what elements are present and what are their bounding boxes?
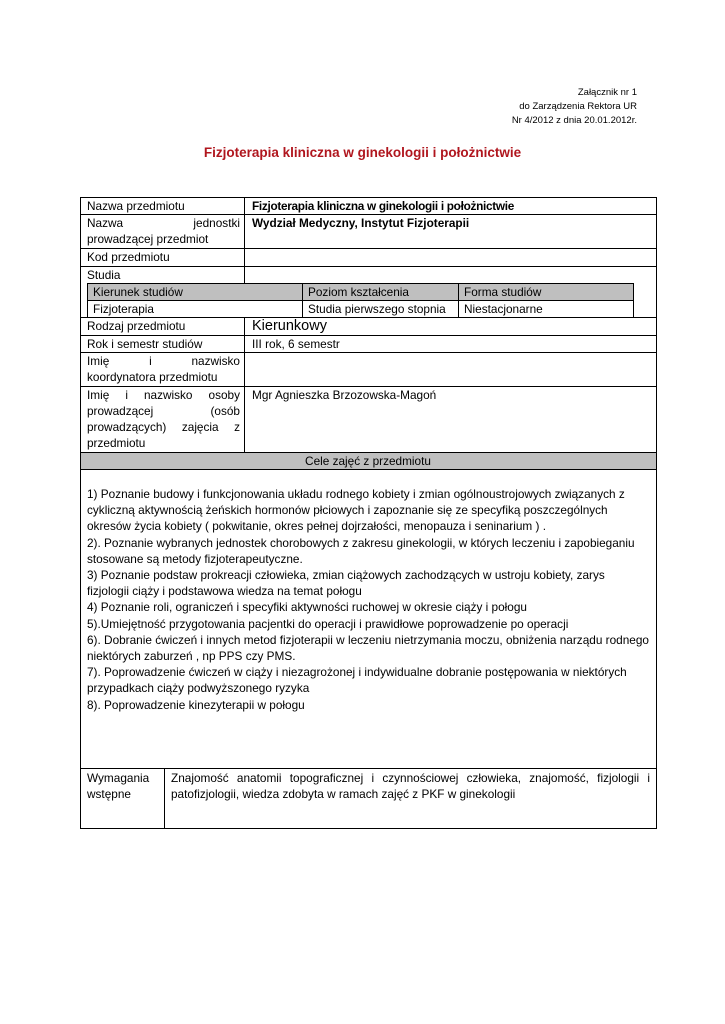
annex-header [512,86,637,128]
prowadzacy-label-line2: prowadzącej (osób [87,404,240,418]
goal-item: 4) Poznanie roli, ograniczeń i specyfiki aktywności ruchowej w okresie ciąży i połogu [87,600,527,615]
prowadzacy-label-line3: prowadzących) zajęcia z [87,420,240,434]
kierunek-value: Fizjoterapia [93,302,154,316]
goal-item: 2). Poznanie wybranych jednostek chorobowych z zakresu ginekologii, w których leczeniu i zapobieganiu stosowane są metody fizjoterapeutyczne. [87,535,635,566]
goal-item: 8). Poprowadzenie kinezyterapii w połogu [87,697,305,712]
nazwa-przedmiotu-value: Fizjoterapia kliniczna w ginekologii i położnictwie [252,199,514,213]
koordynator-label-line2: koordynatora przedmiotu [87,370,218,384]
jednostka-label-line2: prowadzącej przedmiot [87,232,209,246]
goal-item: 1) Poznanie budowy i funkcjonowania układu rodnego kobiety i zmian ogólnoustrojowych związanych z cykliczną aktywnością żeńskich hormonów płciowych i zapoznanie się ze specyfiką poszczególnych okresów życia kobiety ( pokwitanie, okres pełnej dojrzałości, menopauza i seninarium ) . [87,487,625,534]
wymagania-value: Znajomość anatomii topograficznej i czynnościowej człowieka, znajomość, fizjologii i patofizjologii, wiedza zdobyta w ramach zajęć z PKF w ginekologii [171,771,650,801]
goal-item: 5).Umiejętność przygotowania pacjentki do operacji i prawidłowe poprowadzenie po operacji [87,616,569,631]
koordynator-label-line1: Imię i nazwisko [87,354,240,368]
wymagania-label-line1: Wymagania [87,771,150,785]
jednostka-value: Wydział Medyczny, Instytut Fizjoterapii [252,216,470,230]
studia-label: Studia [87,268,121,282]
goal-item: 3) Poznanie podstaw prokreacji człowieka, zmian ciążowych zachodzących w ustroju kobiety, zarys fizjologii ciąży i podstawowa wiedza na temat połogu [87,568,605,599]
prowadzacy-value: Mgr Agnieszka Brzozowska-Magoń [252,388,437,402]
annex-line-2: do Zarządzenia Rektora UR [519,101,637,112]
prowadzacy-label-line1: Imię i nazwisko osoby [87,388,240,402]
rok-semestr-label: Rok i semestr studiów [87,337,203,351]
goal-item: 6). Dobranie ćwiczeń i innych metod fizjoterapii w leczeniu nietrzymania moczu, obniżenia narządu rodnego niektórych zaburzeń , np PPS czy PMS. [87,632,649,664]
wymagania-label-line2: wstępne [87,787,131,801]
rodzaj-przedmiotu-label: Rodzaj przedmiotu [87,319,186,333]
forma-header: Forma studiów [464,285,542,299]
goal-item: 7). Poprowadzenie ćwiczeń w ciąży i niezagrożonej i indywidualne dobranie postępowania w niektórych przypadkach ciąży podwyższonego ryzyka [87,665,627,696]
kod-przedmiotu-label: Kod przedmiotu [87,250,170,264]
poziom-value: Studia pierwszego stopnia [308,302,446,316]
kierunek-header: Kierunek studiów [93,285,183,299]
annex-line-3: Nr 4/2012 z dnia 20.01.2012r. [511,115,637,126]
forma-value: Niestacjonarne [464,302,543,316]
rodzaj-przedmiotu-value: Kierunkowy [252,318,327,334]
goals-list [87,486,649,713]
document-title: Fizjoterapia kliniczna w ginekologii i położnictwie [203,145,522,160]
poziom-header: Poziom kształcenia [308,285,409,299]
nazwa-przedmiotu-label: Nazwa przedmiotu [87,199,185,213]
cele-header: Cele zajęć z przedmiotu [305,454,431,468]
annex-line-1: Załącznik nr 1 [577,87,637,98]
jednostka-label-line1: Nazwa jednostki [87,216,240,230]
prowadzacy-label-line4: przedmiotu [87,436,146,450]
rok-semestr-value: III rok, 6 semestr [252,337,340,351]
